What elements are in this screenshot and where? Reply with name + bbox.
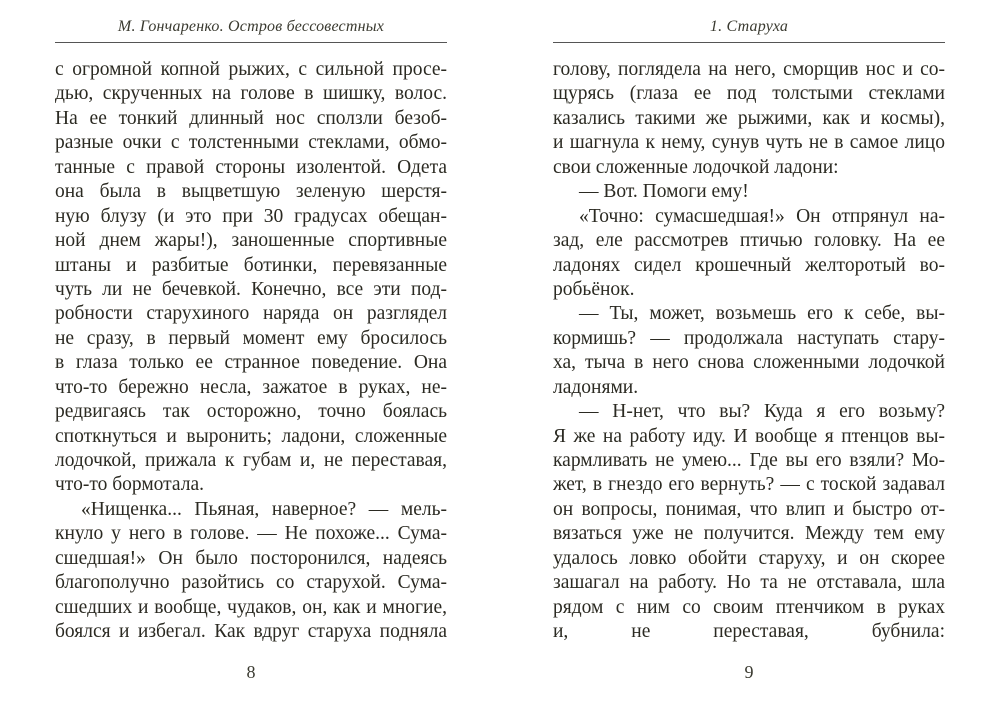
- left-page-text: [55, 58, 447, 645]
- text-line: дью, скрученных на голове в шишку, волос.: [55, 83, 447, 105]
- text-line: сшедших и вообще, чудаков, он, как и многие,: [55, 596, 447, 618]
- text-line: сшедшая!» Он было посторонился, надеясь: [55, 547, 447, 569]
- text-line: и шагнула к нему, сунув чуть не в самое лицо: [553, 132, 945, 154]
- text-line: она была в выцветшую зеленую шерстя-: [55, 181, 447, 203]
- text-line: что-то бормотала.: [55, 474, 205, 496]
- text-line: робьёнок.: [553, 278, 635, 300]
- text-line: споткнуться и выронить; ладони, сложенные: [55, 425, 447, 447]
- text-line: — Вот. Помоги ему!: [579, 181, 749, 203]
- text-line: ную блузу (и это при 30 градусах обещан-: [55, 205, 447, 227]
- text-line: лодочкой, прижала к губам и, не переставая,: [55, 450, 447, 471]
- text-line: ха, тыча в него снова сложенными лодочкой: [553, 352, 945, 374]
- page-number: 9: [744, 662, 754, 682]
- text-line: кормишь? — продолжала наступать стару-: [553, 327, 945, 349]
- text-line: кармливать не умею... Где вы его взяли? Мо-: [553, 450, 945, 471]
- text-line: На ее тонкий длинный нос сползли безоб-: [55, 107, 447, 129]
- text-line: ной днем жары!), заношенные спортивные: [55, 230, 447, 252]
- text-line: благополучно разойтись со старухой. Сума-: [55, 572, 447, 594]
- text-line: казались такими же рыжими, как и космы),: [553, 107, 945, 129]
- text-line: свои сложенные лодочкой ладони:: [553, 156, 839, 178]
- running-head-chapter: 1. Старуха: [709, 18, 789, 35]
- text-line: Я же на работу иду. И вообще я птенцов вы-: [553, 425, 945, 447]
- text-line: голову, поглядела на него, сморщив нос и со-: [553, 59, 945, 80]
- text-line: жет, в гнездо его вернуть? — с тоской задавал: [553, 474, 945, 496]
- left-page: [55, 0, 447, 710]
- running-head-author-title: М. Гончаренко. Остров бессовестных: [117, 18, 385, 35]
- text-line: удалось ловко обойти старуху, и он скорее: [553, 547, 945, 569]
- text-line: щурясь (глаза ее под толстыми стеклами: [553, 83, 945, 105]
- text-line: что-то бережно несла, зажатое в руках, не-: [55, 376, 447, 398]
- text-line: и, не переставая, бубнила:: [553, 621, 945, 643]
- header-rule: [55, 42, 447, 43]
- page-number: 8: [246, 662, 256, 682]
- text-line: в глаза только ее странное поведение. Она: [55, 352, 447, 374]
- text-line: редвигаясь так осторожно, точно боялась: [55, 401, 447, 423]
- text-line: рядом с ним со своим птенчиком в руках: [553, 596, 945, 618]
- text-line: «Нищенка... Пьяная, наверное? — мель-: [81, 498, 447, 520]
- text-line: — Ты, может, возьмешь его к себе, вы-: [579, 303, 945, 325]
- right-page: [553, 0, 945, 710]
- text-line: робности старухиного наряда он разглядел: [55, 303, 447, 325]
- text-line: он вопросы, понимая, что влип и быстро от-: [553, 498, 945, 520]
- header-rule: [553, 42, 945, 43]
- text-line: «Точно: сумасшедшая!» Он отпрянул на-: [579, 205, 945, 227]
- text-line: штаны и разбитые ботинки, перевязанные: [55, 254, 447, 276]
- text-line: боялся и избегал. Как вдруг старуха подняла: [55, 621, 447, 643]
- text-line: не сразу, в первый момент ему бросилось: [55, 327, 447, 349]
- text-line: вязаться уже не получится. Между тем ему: [553, 523, 945, 545]
- text-line: — Н-нет, что вы? Куда я его возьму?: [579, 401, 945, 423]
- text-line: зашагал на работу. Но та не отставала, шла: [553, 572, 945, 594]
- text-line: ладонями.: [553, 376, 639, 398]
- text-line: ладонях сидел крошечный желторотый во-: [553, 254, 945, 276]
- text-line: танные с правой стороны изолентой. Одета: [55, 156, 447, 178]
- text-line: зад, еле рассмотрев птичью головку. На ее: [553, 230, 945, 252]
- text-line: разные очки с толстенными стеклами, обмо-: [55, 132, 447, 154]
- right-page-text: [553, 58, 945, 645]
- text-line: с огромной копной рыжих, с сильной просе-: [55, 59, 447, 80]
- text-line: чуть ли не бечевкой. Конечно, все эти под-: [55, 278, 447, 300]
- text-line: кнуло у него в голове. — Не похоже... Сума-: [55, 523, 447, 545]
